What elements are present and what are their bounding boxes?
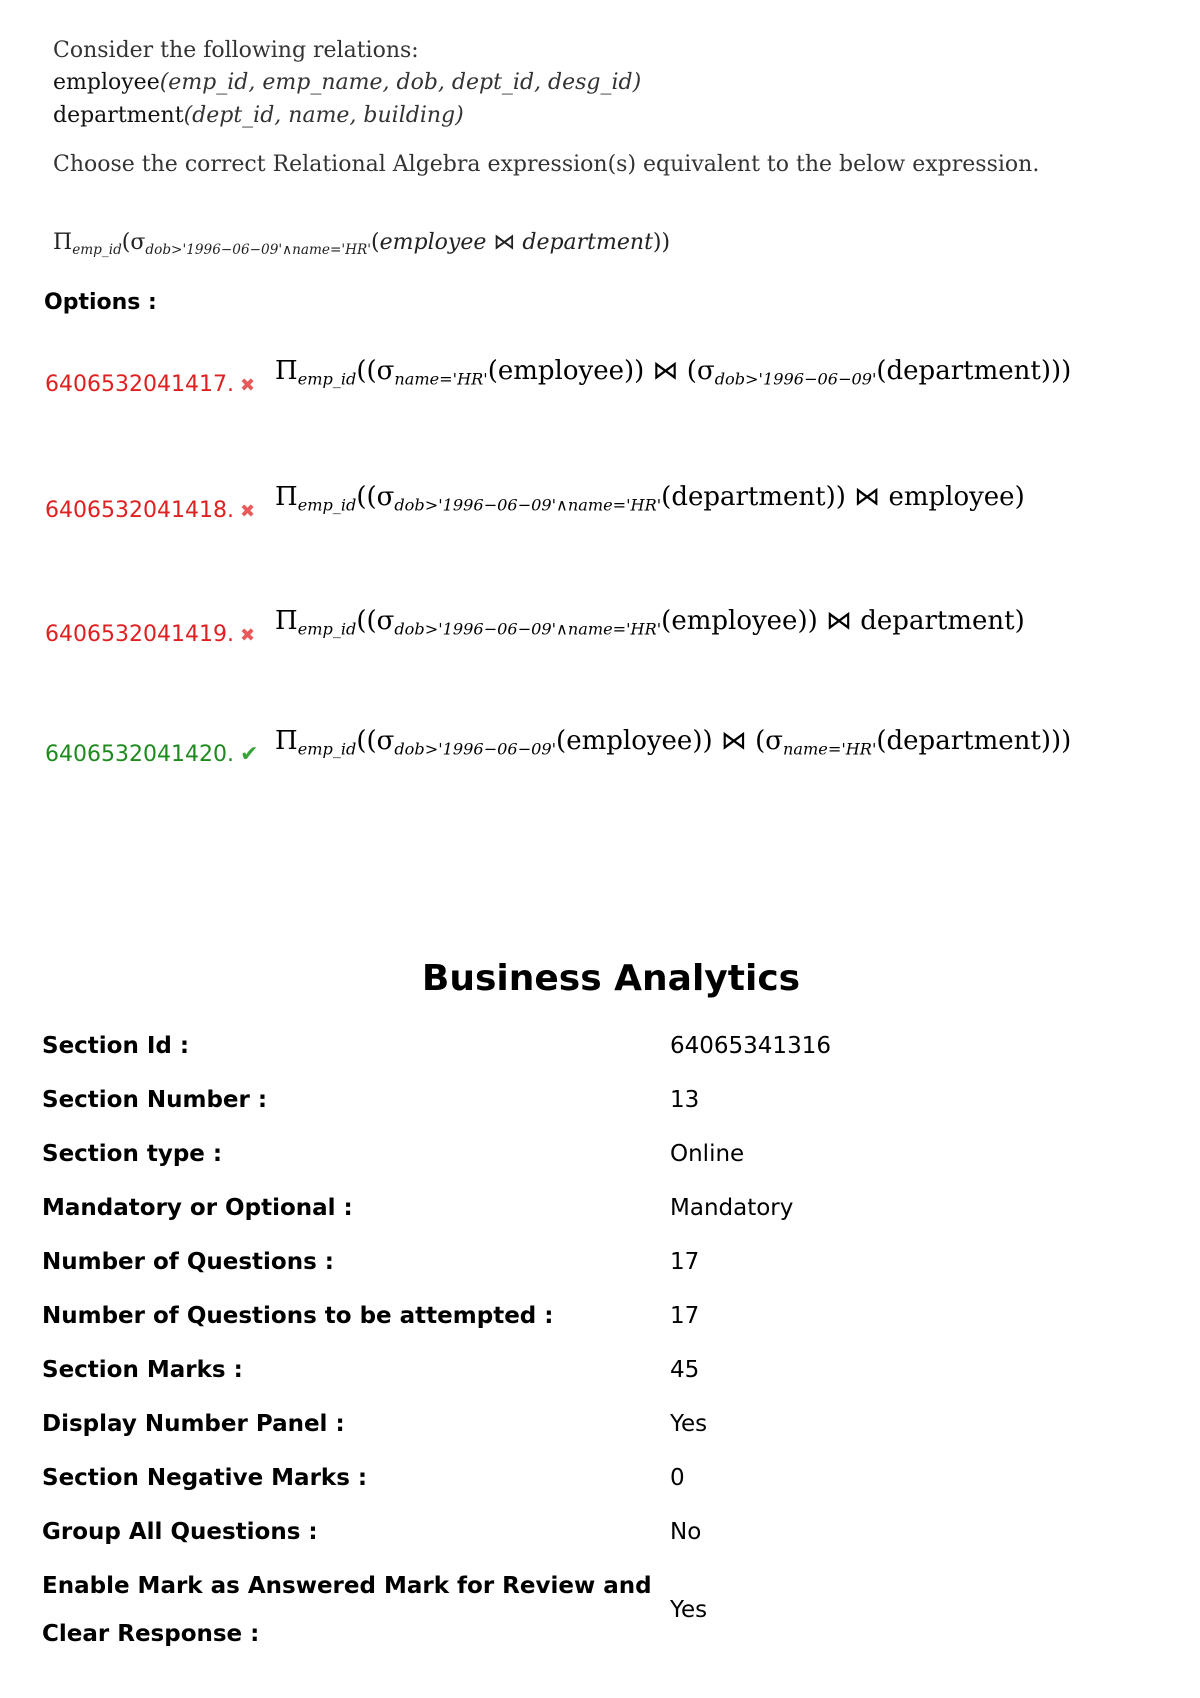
section-row-key: Section Number :: [42, 1087, 268, 1113]
section-row-value: No: [670, 1519, 702, 1545]
question-intro: Consider the following relations:: [53, 38, 419, 63]
section-row-key: Section Marks :: [42, 1357, 243, 1383]
section-row-value: Yes: [670, 1411, 708, 1437]
section-row-key: Display Number Panel :: [42, 1411, 345, 1437]
section-row-key: Number of Questions to be attempted :: [42, 1303, 554, 1329]
section-row-key: Mandatory or Optional :: [42, 1195, 353, 1221]
section-row-key: Group All Questions :: [42, 1519, 318, 1545]
cross-icon: ✖: [239, 501, 256, 522]
option-id: [45, 372, 255, 397]
options-label: Options :: [44, 290, 157, 315]
relation-department-name: department: [53, 103, 184, 128]
section-row-value: 45: [670, 1357, 700, 1383]
section-row-value: 17: [670, 1303, 700, 1329]
relation-department: [53, 103, 464, 128]
section-row-value: Online: [670, 1141, 745, 1167]
section-row-value: 64065341316: [670, 1033, 831, 1059]
relation-employee-attrs: (emp_id, emp_name, dob, dept_id, desg_id): [159, 70, 642, 95]
section-row-key: Enable Mark as Answered Mark for Review and: [42, 1573, 652, 1599]
section-row-value: 0: [670, 1465, 685, 1491]
cross-icon: ✖: [239, 375, 256, 396]
relation-employee: [53, 70, 641, 95]
option-expression: $\Pi_{emp\_id}((\sigma_{name='HR'}(employee))$ ⋈ $(\sigma_{dob>'1996-06-09'}(department))$): [275, 356, 1072, 389]
section-row-key: Section type :: [42, 1141, 223, 1167]
option-id: [45, 622, 255, 647]
option-expression: $\Pi_{emp\_id}((\sigma_{dob>'1996-06-09'\wedge name='HR'}(employee))$ ⋈ department): [275, 606, 1025, 639]
option-id-text: 6406532041420.: [45, 742, 234, 767]
relation-employee-name: employee: [53, 70, 160, 95]
question-prompt: Choose the correct Relational Algebra expression(s) equivalent to the below expression.: [53, 152, 1040, 177]
cross-icon: ✖: [239, 625, 256, 646]
section-row-key: Number of Questions :: [42, 1249, 334, 1275]
section-row-key: Section Negative Marks :: [42, 1465, 368, 1491]
question-expression: $\Pi_{emp\_id}(\sigma_{dob>'1996-06-09'\wedge name='HR'}(employee$ ⋈ department)): [53, 230, 671, 258]
section-row-key: Section Id :: [42, 1033, 190, 1059]
section-row-value: 13: [670, 1087, 700, 1113]
section-row-value: Yes: [670, 1597, 708, 1623]
relation-department-attrs: (dept_id, name, building): [183, 103, 464, 128]
option-expression: $\Pi_{emp\_id}((\sigma_{dob>'1996-06-09'}(employee))$ ⋈ $(\sigma_{name='HR'}(department))$): [275, 726, 1072, 759]
option-id: [45, 742, 258, 767]
section-row-value: Mandatory: [670, 1195, 794, 1221]
option-expression: $\Pi_{emp\_id}((\sigma_{dob>'1996-06-09'\wedge name='HR'}(department))$ ⋈ employee): [275, 482, 1025, 515]
option-id-text: 6406532041417.: [45, 372, 234, 397]
section-row-key-cont: Clear Response :: [42, 1621, 260, 1647]
check-icon: ✔: [239, 742, 259, 767]
option-id: [45, 498, 255, 523]
option-id-text: 6406532041418.: [45, 498, 234, 523]
section-row-value: 17: [670, 1249, 700, 1275]
option-id-text: 6406532041419.: [45, 622, 234, 647]
section-title: Business Analytics: [421, 958, 801, 999]
